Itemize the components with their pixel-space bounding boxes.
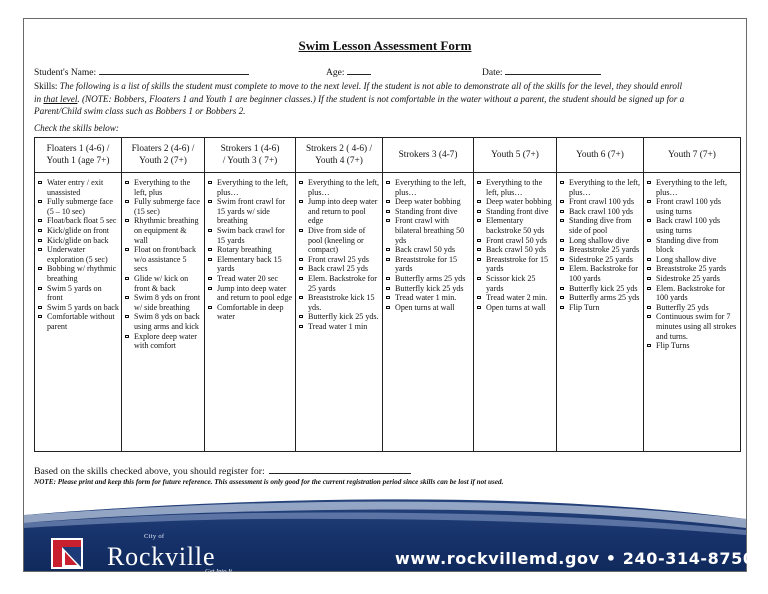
skill-item — [386, 303, 471, 313]
table-row — [35, 173, 741, 452]
checkbox-icon[interactable] — [125, 181, 129, 184]
skill-item — [647, 303, 738, 313]
checkbox-icon[interactable] — [560, 267, 564, 270]
skill-label: Swim 5 yards on back — [47, 302, 119, 312]
column-header — [474, 138, 557, 173]
skill-label: Breaststroke 25 yards — [569, 245, 640, 255]
skill-label: Standing dive from side of pool — [569, 216, 632, 235]
column-title-line-2: Youth 4 (7+) — [315, 156, 363, 166]
checkbox-icon[interactable] — [477, 258, 481, 261]
column-title-line-1: Floaters 1 (4-6) / — [46, 144, 110, 154]
checkbox-icon[interactable] — [125, 277, 129, 280]
checkbox-icon[interactable] — [477, 200, 481, 203]
skill-item — [208, 255, 293, 274]
skills-text-2c: . (NOTE: Bobbers, Floaters 1 and Youth 1 are beginner classes.) If the student is not comfortable in the water without a parent, the student should be signed up for a — [77, 93, 685, 104]
skill-item — [477, 245, 554, 255]
skills-column — [644, 173, 741, 452]
skill-item — [386, 216, 471, 245]
checkbox-icon[interactable] — [560, 239, 564, 242]
rockville-wordmark: Rockville — [107, 542, 216, 571]
checkbox-icon[interactable] — [208, 200, 212, 203]
checkbox-icon[interactable] — [647, 239, 651, 242]
checkbox-icon[interactable] — [38, 200, 42, 203]
checkbox-icon[interactable] — [38, 248, 42, 251]
student-info-row — [34, 65, 734, 77]
form-title: Swim Lesson Assessment Form — [298, 38, 472, 53]
skill-label: Front crawl 100 yds — [569, 197, 634, 207]
checkbox-icon[interactable] — [647, 306, 651, 309]
skills-text-3: Parent/Child swim class such as Bobbers 1 or Bobbers 2. — [34, 106, 246, 117]
checkbox-icon[interactable] — [299, 325, 303, 328]
skill-label: Dive from side of pool (kneeling or compact) — [308, 225, 366, 255]
column-header — [205, 138, 296, 173]
skill-item — [125, 274, 202, 293]
checkbox-icon[interactable] — [386, 210, 390, 213]
checkbox-icon[interactable] — [299, 229, 303, 232]
checkbox-icon[interactable] — [299, 315, 303, 318]
checkbox-icon[interactable] — [647, 344, 651, 347]
checkbox-icon[interactable] — [647, 287, 651, 290]
column-header — [557, 138, 644, 173]
skill-item — [125, 216, 202, 245]
skill-label: Kick/glide on back — [47, 235, 109, 245]
skill-label: Everything to the left, plus… — [395, 178, 467, 197]
skill-item — [560, 255, 641, 265]
column-title-line-1: Strokers 1 (4-6) — [220, 144, 280, 154]
skill-item — [38, 264, 119, 283]
skill-label: Fully submerge face (15 sec) — [134, 197, 200, 216]
column-header — [35, 138, 122, 173]
skill-item — [647, 178, 738, 197]
checkbox-icon[interactable] — [208, 181, 212, 184]
skill-label: Elem. Backstroke for 25 yards — [308, 273, 377, 293]
checkbox-icon[interactable] — [560, 210, 564, 213]
skill-label: Back crawl 100 yds — [569, 206, 634, 216]
column-title-line-2: Youth 1 (age 7+) — [46, 156, 110, 166]
skills-instructions — [34, 80, 740, 118]
checkbox-icon[interactable] — [560, 248, 564, 251]
checkbox-icon[interactable] — [477, 219, 481, 222]
skill-item — [125, 197, 202, 216]
skill-item — [299, 312, 380, 322]
checkbox-icon[interactable] — [477, 210, 481, 213]
checkbox-icon[interactable] — [477, 248, 481, 251]
register-row — [34, 464, 411, 477]
skill-item — [38, 226, 119, 236]
skill-label: Scissor kick 25 yards — [486, 273, 536, 293]
skill-label: Jump into deep water and return to pool edge — [308, 197, 378, 226]
skill-label: Fully submerge face (5 – 10 sec) — [47, 197, 113, 216]
skill-item — [647, 341, 738, 351]
skill-label: Float/back float 5 sec — [47, 216, 117, 226]
checkbox-icon[interactable] — [38, 267, 42, 270]
column-title-line-2: / Youth 3 ( 7+) — [222, 156, 278, 166]
checkbox-icon[interactable] — [386, 258, 390, 261]
check-skills-label: Check the skills below: — [34, 123, 119, 133]
skill-label: Swim 8 yds on back using arms and kick — [134, 312, 200, 331]
skills-column — [122, 173, 205, 452]
checkbox-icon[interactable] — [477, 181, 481, 184]
checkbox-icon[interactable] — [125, 296, 129, 299]
skill-label: Butterfly kick 25 yds. — [308, 312, 379, 322]
column-header — [296, 138, 383, 173]
skill-item — [477, 293, 554, 303]
register-line[interactable] — [269, 464, 411, 474]
checkbox-icon[interactable] — [299, 181, 303, 184]
checkbox-icon[interactable] — [208, 229, 212, 232]
skill-item — [299, 264, 380, 274]
checkbox-icon[interactable] — [560, 287, 564, 290]
skill-label: Everything to the left, plus… — [486, 178, 543, 197]
skill-item — [647, 264, 738, 274]
checkbox-icon[interactable] — [208, 248, 212, 251]
tagline-text: Get Into It — [205, 568, 233, 575]
checkbox-icon[interactable] — [208, 287, 212, 290]
skill-item — [560, 293, 641, 303]
skill-item — [477, 255, 554, 274]
student-name-label: Student's Name: — [34, 68, 97, 78]
skill-label: Elem. Backstroke for 100 yards — [656, 283, 725, 303]
skill-label: Comfortable in deep water — [217, 302, 284, 322]
skill-item — [208, 274, 293, 284]
skill-item — [299, 178, 380, 197]
skill-label: Elementary back 15 yards — [217, 254, 282, 274]
skill-label: Back crawl 100 yds using turns — [656, 216, 721, 235]
skill-item — [38, 236, 119, 246]
skill-item — [647, 274, 738, 284]
date-line[interactable] — [505, 65, 601, 75]
checkbox-icon[interactable] — [208, 277, 212, 280]
table-header-row — [35, 138, 741, 173]
checkbox-icon[interactable] — [560, 200, 564, 203]
skill-label: Kick/glide on front — [47, 225, 110, 235]
skill-label: Breaststroke for 15 yards — [395, 254, 458, 274]
skill-item — [647, 197, 738, 216]
skill-label: Swim back crawl for 15 yards — [217, 225, 285, 245]
skill-label: Everything to the left, plus — [134, 178, 191, 197]
skill-item — [38, 216, 119, 226]
checkbox-icon[interactable] — [647, 200, 651, 203]
skill-item — [299, 322, 380, 332]
city-of-text: City of — [144, 533, 165, 540]
skill-item — [208, 197, 293, 226]
skill-label: Comfortable without parent — [47, 312, 115, 331]
skill-item — [299, 255, 380, 265]
skill-label: Everything to the left, plus… — [217, 178, 289, 197]
skills-text-2a: in — [34, 93, 44, 104]
column-header — [383, 138, 474, 173]
skill-label: Explore deep water with comfort — [134, 331, 197, 351]
checkbox-icon[interactable] — [299, 200, 303, 203]
skill-label: Butterfly 25 yds — [656, 302, 709, 312]
skill-item — [208, 284, 293, 303]
skill-item — [208, 245, 293, 255]
checkbox-icon[interactable] — [647, 277, 651, 280]
contact-info: www.rockvillemd.gov • 240-314-8750 — [395, 549, 755, 568]
checkbox-icon[interactable] — [647, 219, 651, 222]
skill-item — [38, 197, 119, 216]
skill-item — [647, 255, 738, 265]
checkbox-icon[interactable] — [208, 258, 212, 261]
register-label: Based on the skills checked above, you should register for: — [34, 466, 265, 477]
skill-label: Front crawl with bilateral breathing 50 yds — [395, 216, 465, 245]
skill-item — [386, 274, 471, 284]
skill-item — [560, 178, 641, 197]
skill-item — [125, 332, 202, 351]
checkbox-icon[interactable] — [386, 248, 390, 251]
skills-text-2b: that level — [43, 93, 78, 104]
skill-label: Butterfly arms 25 yds — [569, 293, 640, 303]
skill-item — [386, 245, 471, 255]
skill-label: Tread water 1 min — [308, 321, 368, 331]
checkbox-icon[interactable] — [125, 200, 129, 203]
skill-item — [560, 197, 641, 207]
checkbox-icon[interactable] — [560, 181, 564, 184]
skill-label: Sidestroke 25 yards — [569, 254, 633, 264]
column-title-line-1: Youth 6 (7+) — [576, 150, 624, 160]
skill-item — [560, 303, 641, 313]
skill-item — [299, 293, 380, 312]
skill-label: Open turns at wall — [486, 302, 546, 312]
skill-label: Breaststroke 25 yards — [656, 264, 727, 274]
checkbox-icon[interactable] — [477, 306, 481, 309]
checkbox-icon[interactable] — [647, 267, 651, 270]
checkbox-icon[interactable] — [560, 258, 564, 261]
skill-item — [386, 293, 471, 303]
skill-label: Everything to the left, plus… — [656, 178, 728, 197]
checkbox-icon[interactable] — [38, 239, 42, 242]
skill-label: Tread water 1 min. — [395, 293, 457, 303]
checkbox-icon[interactable] — [386, 200, 390, 203]
skill-item — [38, 178, 119, 197]
skills-column — [205, 173, 296, 452]
skills-column — [557, 173, 644, 452]
skill-label: Butterfly kick 25 yds — [395, 283, 464, 293]
skill-item — [299, 274, 380, 293]
skill-item — [38, 284, 119, 303]
skill-label: Standing dive from block — [656, 235, 719, 255]
skill-label: Breaststroke kick 15 yds. — [308, 293, 375, 312]
skill-label: Elem. Backstroke for 100 yards — [569, 264, 638, 283]
skill-item — [647, 284, 738, 303]
skill-item — [477, 236, 554, 246]
skill-label: Standing front dive — [486, 206, 549, 216]
column-title-line-2: Youth 2 (7+) — [139, 156, 187, 166]
student-name-line[interactable] — [99, 65, 249, 75]
checkbox-icon[interactable] — [125, 315, 129, 318]
checkbox-icon[interactable] — [560, 219, 564, 222]
skill-label: Tread water 20 sec — [217, 273, 279, 283]
skill-item — [299, 226, 380, 255]
checkbox-icon[interactable] — [477, 239, 481, 242]
column-title-line-1: Floaters 2 (4-6) / — [131, 144, 195, 154]
checkbox-icon[interactable] — [647, 181, 651, 184]
skill-item — [386, 178, 471, 197]
column-title-line-1: Youth 5 (7+) — [491, 150, 539, 160]
skill-item — [647, 236, 738, 255]
skill-item — [647, 216, 738, 235]
age-field[interactable] — [326, 65, 371, 78]
date-label: Date: — [482, 68, 503, 78]
checkbox-icon[interactable] — [125, 219, 129, 222]
skills-column — [296, 173, 383, 452]
skills-table — [34, 137, 741, 452]
age-line[interactable] — [347, 65, 371, 75]
checkbox-icon[interactable] — [38, 229, 42, 232]
checkbox-icon[interactable] — [477, 277, 481, 280]
skill-label: Water entry / exit unassisted — [47, 178, 104, 197]
column-title-line-1: Strokers 3 (4-7) — [398, 150, 458, 160]
checkbox-icon[interactable] — [299, 296, 303, 299]
checkbox-icon[interactable] — [38, 181, 42, 184]
skills-column — [35, 173, 122, 452]
skill-item — [208, 303, 293, 322]
column-header — [644, 138, 741, 173]
date-field[interactable] — [482, 65, 601, 78]
skill-item — [386, 255, 471, 274]
skills-column — [383, 173, 474, 452]
skill-label: Deep water bobbing — [395, 197, 461, 207]
skill-label: Long shallow dive — [656, 254, 717, 264]
skill-label: Sidestroke 25 yards — [656, 273, 720, 283]
skill-label: Swim 8 yds on front w/ side breathing — [134, 293, 201, 312]
age-label: Age: — [326, 68, 345, 78]
checkbox-icon[interactable] — [560, 306, 564, 309]
checkbox-icon[interactable] — [38, 315, 42, 318]
checkbox-icon[interactable] — [386, 287, 390, 290]
checkbox-icon[interactable] — [386, 277, 390, 280]
skill-label: Underwater exploration (5 sec) — [47, 245, 108, 264]
skill-label: Deep water bobbing — [486, 197, 552, 207]
skills-column — [474, 173, 557, 452]
skill-item — [38, 303, 119, 313]
rockville-logo-icon — [51, 538, 83, 569]
skill-item — [38, 312, 119, 331]
skill-label: Front crawl 50 yds — [486, 235, 547, 245]
skill-item — [208, 178, 293, 197]
skill-label: Tread water 2 min. — [486, 293, 548, 303]
skill-item — [560, 216, 641, 235]
skill-label: Everything to the left, plus… — [308, 178, 380, 197]
skill-item — [477, 178, 554, 197]
skill-label: Jump into deep water and return to pool edge — [217, 283, 293, 303]
skill-label: Long shallow dive — [569, 235, 630, 245]
skill-item — [386, 284, 471, 294]
skill-label: Rotary breathing — [217, 245, 272, 255]
skill-label: Continuous swim for 7 minutes using all strokes and turns. — [656, 312, 737, 341]
checkbox-icon[interactable] — [386, 219, 390, 222]
column-title-line-1: Youth 7 (7+) — [668, 150, 716, 160]
skill-item — [560, 264, 641, 283]
skill-label: Flip Turn — [569, 302, 600, 312]
skill-item — [38, 245, 119, 264]
checkbox-icon[interactable] — [38, 219, 42, 222]
checkbox-icon[interactable] — [647, 258, 651, 261]
skills-text-1: The following is a list of skills the student must complete to move to the next level. If the student is not able to demonstrate all of the skills for the level, they should enroll — [59, 81, 683, 91]
checkbox-icon[interactable] — [386, 181, 390, 184]
checkbox-icon[interactable] — [386, 296, 390, 299]
skill-label: Butterfly kick 25 yds — [569, 283, 638, 293]
skill-label: Bobbing w/ rhythmic breathing — [47, 264, 117, 283]
skill-item — [477, 207, 554, 217]
skill-item — [477, 216, 554, 235]
skill-item — [125, 293, 202, 312]
skill-label: Swim front crawl for 15 yards w/ side breathing — [217, 197, 286, 226]
skill-item — [560, 245, 641, 255]
column-header — [122, 138, 205, 173]
skill-label: Rhythmic breathing on equipment & wall — [134, 216, 199, 245]
skill-label: Everything to the left, plus… — [569, 178, 641, 197]
checkbox-icon[interactable] — [125, 335, 129, 338]
skill-label: Front crawl 100 yds using turns — [656, 197, 721, 216]
checkbox-icon[interactable] — [38, 306, 42, 309]
checkbox-icon[interactable] — [560, 296, 564, 299]
skill-item — [477, 197, 554, 207]
skill-item — [386, 197, 471, 207]
skill-label: Back crawl 25 yds — [308, 264, 369, 274]
skill-item — [125, 312, 202, 331]
checkbox-icon[interactable] — [477, 296, 481, 299]
checkbox-icon[interactable] — [647, 315, 651, 318]
student-name-field[interactable] — [34, 65, 249, 78]
skill-label: Open turns at wall — [395, 302, 455, 312]
skill-label: Float on front/back w/o assistance 5 secs — [134, 245, 197, 274]
footer-banner — [24, 497, 755, 575]
skill-label: Back crawl 50 yds — [395, 245, 456, 255]
checkbox-icon[interactable] — [125, 248, 129, 251]
skill-label: Standing front dive — [395, 206, 458, 216]
skill-item — [477, 274, 554, 293]
skill-item — [560, 236, 641, 246]
skill-label: Glide w/ kick on front & back — [134, 273, 189, 293]
skill-item — [647, 312, 738, 341]
skill-label: Butterfly arms 25 yds — [395, 273, 466, 283]
checkbox-icon[interactable] — [299, 258, 303, 261]
checkbox-icon[interactable] — [299, 267, 303, 270]
skill-label: Flip Turns — [656, 341, 690, 351]
skill-item — [125, 178, 202, 197]
form-page — [23, 18, 755, 575]
skill-item — [477, 303, 554, 313]
skill-item — [208, 226, 293, 245]
checkbox-icon[interactable] — [38, 287, 42, 290]
checkbox-icon[interactable] — [386, 306, 390, 309]
checkbox-icon[interactable] — [299, 277, 303, 280]
column-title-line-1: Strokers 2 ( 4-6) / — [305, 144, 373, 154]
skill-label: Swim 5 yards on front — [47, 283, 102, 303]
skill-item — [560, 207, 641, 217]
skill-label: Elementary backstroke 50 yds — [486, 216, 545, 235]
skill-item — [386, 207, 471, 217]
checkbox-icon[interactable] — [208, 306, 212, 309]
skills-label: Skills: — [34, 81, 58, 91]
skill-item — [560, 284, 641, 294]
skill-label: Front crawl 25 yds — [308, 254, 369, 264]
skill-item — [299, 197, 380, 226]
skill-item — [125, 245, 202, 274]
note-text: NOTE: Please print and keep this form for future reference. This assessment is only good for the current registration period since skills can be lost if not used. — [34, 478, 504, 486]
skill-label: Back crawl 50 yds — [486, 245, 547, 255]
skill-label: Breaststroke for 15 yards — [486, 254, 549, 274]
